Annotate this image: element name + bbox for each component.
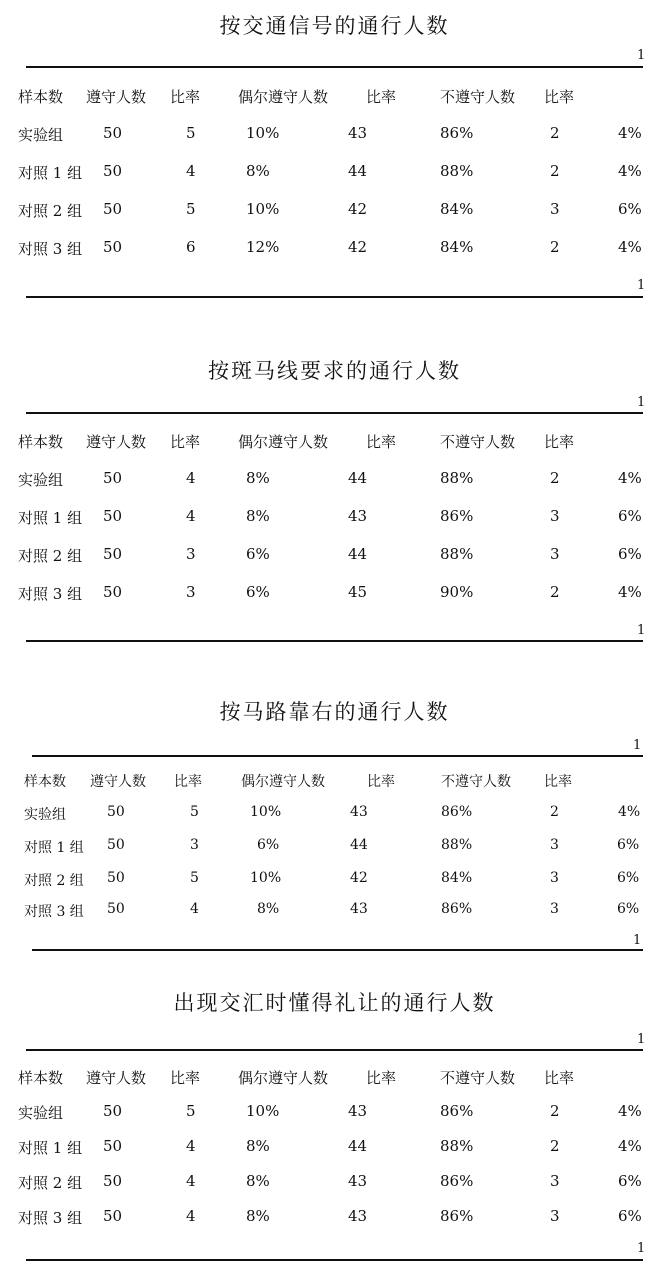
row-name: 对照 3 组	[18, 240, 83, 258]
row-noncomply: 3	[550, 1207, 560, 1225]
table-row	[0, 545, 669, 567]
row-total: 50	[107, 837, 125, 853]
row-comply: 5	[186, 124, 196, 142]
row-noncomply-rate: 4%	[618, 124, 642, 142]
row-comply-rate: 10%	[246, 1102, 280, 1120]
row-sometimes-rate: 86%	[441, 804, 473, 820]
row-name: 实验组	[24, 807, 66, 823]
row-total: 50	[103, 469, 123, 487]
row-comply: 4	[186, 507, 196, 525]
row-noncomply-rate: 4%	[618, 162, 642, 180]
header-sometimes-rate: 比率	[366, 1069, 397, 1087]
row-sometimes-rate: 84%	[440, 200, 474, 218]
header-sample: 样本数	[24, 774, 66, 790]
row-name: 对照 1 组	[18, 1139, 83, 1157]
table-row	[0, 901, 669, 923]
page-number-top: 1	[637, 1032, 646, 1047]
row-noncomply: 3	[550, 200, 560, 218]
row-sometimes: 43	[348, 507, 368, 525]
row-name: 对照 1 组	[18, 164, 83, 182]
row-noncomply-rate: 6%	[617, 870, 640, 886]
row-sometimes: 43	[350, 901, 368, 917]
page-number-top: 1	[637, 48, 646, 63]
row-noncomply: 3	[550, 507, 560, 525]
row-sometimes-rate: 84%	[441, 870, 473, 886]
top-rule	[26, 1049, 643, 1051]
row-comply-rate: 6%	[246, 545, 270, 563]
header-sometimes-rate: 比率	[367, 774, 395, 790]
header-sometimes: 偶尔遵守人数	[241, 774, 325, 790]
row-name: 对照 2 组	[18, 202, 83, 220]
row-sometimes: 42	[350, 870, 368, 886]
row-sometimes-rate: 86%	[440, 1172, 474, 1190]
row-comply: 4	[186, 469, 196, 487]
row-noncomply-rate: 4%	[618, 469, 642, 487]
header-row	[0, 86, 669, 108]
header-comply: 遵守人数	[86, 88, 147, 106]
row-name: 对照 3 组	[18, 1209, 83, 1227]
row-noncomply: 2	[550, 469, 560, 487]
header-row	[0, 771, 669, 793]
row-name: 对照 2 组	[18, 1174, 83, 1192]
row-comply-rate: 10%	[250, 804, 282, 820]
header-noncomply-rate: 比率	[544, 88, 575, 106]
row-comply: 4	[186, 1137, 196, 1155]
top-rule	[26, 412, 643, 414]
row-noncomply-rate: 4%	[618, 238, 642, 256]
header-comply: 遵守人数	[86, 1069, 147, 1087]
row-comply-rate: 12%	[246, 238, 280, 256]
row-noncomply-rate: 6%	[618, 545, 642, 563]
row-comply-rate: 10%	[250, 870, 282, 886]
bottom-rule	[32, 949, 643, 951]
header-comply-rate: 比率	[170, 433, 201, 451]
row-total: 50	[103, 545, 123, 563]
table-section-keep-right	[0, 690, 669, 960]
row-name: 对照 2 组	[24, 873, 84, 889]
header-noncomply: 不遵守人数	[441, 774, 511, 790]
row-name: 实验组	[18, 126, 64, 144]
header-comply: 遵守人数	[90, 774, 146, 790]
table-row	[0, 1137, 669, 1159]
row-sometimes-rate: 86%	[440, 507, 474, 525]
row-sometimes: 43	[348, 1207, 368, 1225]
row-comply: 3	[186, 545, 196, 563]
header-comply: 遵守人数	[86, 433, 147, 451]
row-sometimes: 44	[348, 1137, 368, 1155]
row-noncomply: 2	[550, 1102, 560, 1120]
page-number-bottom: 1	[637, 1241, 646, 1256]
table-section-zebra-crossing	[0, 345, 669, 655]
row-comply-rate: 6%	[257, 837, 280, 853]
row-comply-rate: 8%	[246, 1137, 270, 1155]
row-sometimes-rate: 86%	[440, 124, 474, 142]
row-noncomply-rate: 6%	[618, 1207, 642, 1225]
row-total: 50	[103, 124, 123, 142]
row-comply: 5	[186, 200, 196, 218]
header-row	[0, 431, 669, 453]
header-noncomply: 不遵守人数	[440, 1069, 516, 1087]
row-sometimes: 43	[348, 1172, 368, 1190]
row-noncomply: 3	[550, 837, 559, 853]
bottom-rule	[26, 296, 643, 298]
row-sometimes: 43	[348, 124, 368, 142]
row-name: 实验组	[18, 471, 64, 489]
row-total: 50	[107, 804, 125, 820]
row-comply-rate: 8%	[246, 1207, 270, 1225]
row-sometimes-rate: 88%	[440, 469, 474, 487]
row-sometimes-rate: 86%	[441, 901, 473, 917]
row-comply-rate: 8%	[257, 901, 280, 917]
row-noncomply-rate: 6%	[618, 1172, 642, 1190]
row-name: 对照 1 组	[18, 509, 83, 527]
table-row	[0, 238, 669, 260]
page-number-bottom: 1	[633, 933, 642, 948]
header-noncomply-rate: 比率	[544, 433, 575, 451]
row-noncomply-rate: 4%	[618, 804, 641, 820]
row-sometimes-rate: 90%	[440, 583, 474, 601]
row-noncomply-rate: 6%	[617, 837, 640, 853]
row-noncomply-rate: 6%	[617, 901, 640, 917]
row-total: 50	[103, 162, 123, 180]
row-sometimes: 42	[348, 200, 368, 218]
row-noncomply: 2	[550, 162, 560, 180]
row-comply: 4	[186, 162, 196, 180]
header-comply-rate: 比率	[174, 774, 202, 790]
row-comply: 4	[190, 901, 199, 917]
row-sometimes-rate: 88%	[441, 837, 473, 853]
header-noncomply: 不遵守人数	[440, 433, 516, 451]
header-sometimes: 偶尔遵守人数	[238, 88, 329, 106]
row-sometimes: 42	[348, 238, 368, 256]
row-comply-rate: 8%	[246, 469, 270, 487]
row-total: 50	[103, 1137, 123, 1155]
header-sometimes: 偶尔遵守人数	[238, 1069, 329, 1087]
table-row	[0, 124, 669, 146]
row-comply: 5	[190, 804, 199, 820]
row-sometimes: 44	[348, 162, 368, 180]
row-total: 50	[103, 1207, 123, 1225]
header-noncomply: 不遵守人数	[440, 88, 516, 106]
section-title: 按斑马线要求的通行人数	[208, 359, 461, 383]
table-section-yield	[0, 985, 669, 1270]
page-number-bottom: 1	[637, 278, 646, 293]
table-row	[0, 804, 669, 826]
section-title: 按马路靠右的通行人数	[219, 700, 450, 724]
row-noncomply-rate: 4%	[618, 1137, 642, 1155]
row-comply: 6	[186, 238, 196, 256]
row-comply-rate: 6%	[246, 583, 270, 601]
table-row	[0, 469, 669, 491]
section-title: 按交通信号的通行人数	[219, 14, 450, 38]
row-noncomply: 2	[550, 583, 560, 601]
row-noncomply: 2	[550, 1137, 560, 1155]
row-comply: 4	[186, 1172, 196, 1190]
row-noncomply: 2	[550, 804, 559, 820]
table-row	[0, 1172, 669, 1194]
bottom-rule	[26, 640, 643, 642]
row-comply-rate: 10%	[246, 124, 280, 142]
row-noncomply: 3	[550, 545, 560, 563]
row-total: 50	[103, 238, 123, 256]
header-sometimes: 偶尔遵守人数	[238, 433, 329, 451]
row-sometimes-rate: 86%	[440, 1207, 474, 1225]
row-noncomply-rate: 6%	[618, 507, 642, 525]
row-total: 50	[107, 870, 125, 886]
row-comply: 5	[190, 870, 199, 886]
header-comply-rate: 比率	[170, 1069, 201, 1087]
row-sometimes-rate: 88%	[440, 162, 474, 180]
row-sometimes: 45	[348, 583, 368, 601]
section-title: 出现交汇时懂得礼让的通行人数	[173, 991, 496, 1015]
row-name: 对照 3 组	[24, 904, 84, 920]
header-sample: 样本数	[18, 1069, 64, 1087]
row-total: 50	[103, 1102, 123, 1120]
row-total: 50	[103, 1172, 123, 1190]
table-section-traffic-signal	[0, 0, 669, 310]
header-row	[0, 1067, 669, 1089]
row-name: 对照 2 组	[18, 547, 83, 565]
row-sometimes: 43	[350, 804, 368, 820]
header-sample: 样本数	[18, 433, 64, 451]
header-sample: 样本数	[18, 88, 64, 106]
table-row	[0, 1207, 669, 1229]
bottom-rule	[26, 1259, 643, 1261]
row-sometimes: 43	[348, 1102, 368, 1120]
row-comply-rate: 10%	[246, 200, 280, 218]
row-comply: 3	[186, 583, 196, 601]
table-row	[0, 200, 669, 222]
row-noncomply: 3	[550, 870, 559, 886]
row-sometimes-rate: 88%	[440, 545, 474, 563]
row-comply: 4	[186, 1207, 196, 1225]
page-number-top: 1	[637, 395, 646, 410]
row-name: 对照 3 组	[18, 585, 83, 603]
row-sometimes: 44	[348, 469, 368, 487]
page-number-top: 1	[633, 738, 642, 753]
row-noncomply: 2	[550, 238, 560, 256]
row-comply: 5	[186, 1102, 196, 1120]
table-row	[0, 870, 669, 892]
row-noncomply: 2	[550, 124, 560, 142]
row-total: 50	[103, 583, 123, 601]
row-sometimes-rate: 86%	[440, 1102, 474, 1120]
page-number-bottom: 1	[637, 623, 646, 638]
row-total: 50	[103, 200, 123, 218]
table-row	[0, 583, 669, 605]
row-comply-rate: 8%	[246, 162, 270, 180]
header-sometimes-rate: 比率	[366, 433, 397, 451]
top-rule	[32, 755, 643, 757]
row-sometimes-rate: 84%	[440, 238, 474, 256]
header-comply-rate: 比率	[170, 88, 201, 106]
top-rule	[26, 66, 643, 68]
row-noncomply: 3	[550, 1172, 560, 1190]
row-comply-rate: 8%	[246, 507, 270, 525]
row-sometimes: 44	[348, 545, 368, 563]
row-noncomply-rate: 4%	[618, 583, 642, 601]
header-noncomply-rate: 比率	[544, 774, 572, 790]
row-noncomply-rate: 4%	[618, 1102, 642, 1120]
header-noncomply-rate: 比率	[544, 1069, 575, 1087]
table-row	[0, 162, 669, 184]
table-row	[0, 1102, 669, 1124]
row-name: 对照 1 组	[24, 840, 84, 856]
row-sometimes: 44	[350, 837, 368, 853]
table-row	[0, 837, 669, 859]
table-row	[0, 507, 669, 529]
row-total: 50	[107, 901, 125, 917]
row-comply-rate: 8%	[246, 1172, 270, 1190]
row-comply: 3	[190, 837, 199, 853]
row-noncomply-rate: 6%	[618, 200, 642, 218]
row-noncomply: 3	[550, 901, 559, 917]
row-sometimes-rate: 88%	[440, 1137, 474, 1155]
row-name: 实验组	[18, 1104, 64, 1122]
header-sometimes-rate: 比率	[366, 88, 397, 106]
row-total: 50	[103, 507, 123, 525]
